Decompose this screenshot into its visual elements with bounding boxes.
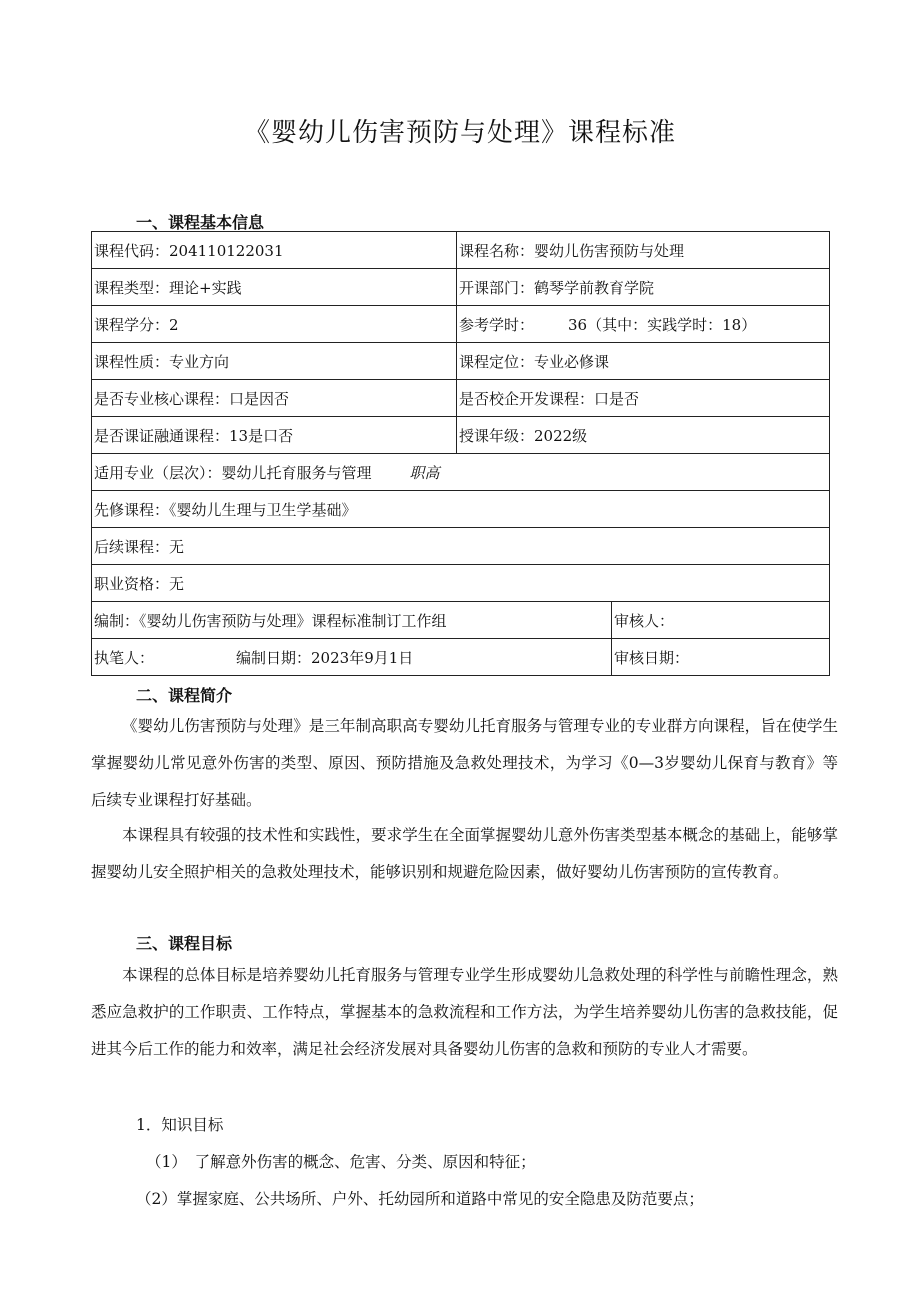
writer-label: 执笔人： [94,648,155,667]
knowledge-item-1: （1） 了解意外伤害的概念、危害、分类、原因和特征； [146,1153,536,1171]
major-text: 适用专业（层次）：婴幼儿托育服务与管理 [94,463,372,482]
table-row [92,343,830,380]
goal-paragraph: 本课程的总体目标是培养婴幼儿托育服务与管理专业学生形成婴幼儿急救处理的科学性与前瞻性理念，熟悉应急救护的工作职责、工作特点，掌握基本的急救流程和工作方法，为学生培养婴幼儿伤害的急救技能，促进其今后工作的能力和效率，满足社会经济发展对具备婴幼儿伤害的急救和预防的专业人才需要。 [91,966,838,1058]
intro-paragraph-2: 本课程具有较强的技术性和实践性，要求学生在全面掌握婴幼儿意外伤害类型基本概念的基础上，能够掌握婴幼儿安全照护相关的急救处理技术，能够识别和规避危险因素，做好婴幼儿伤害预防的宣传教育。 [91,826,838,881]
course-position-cell: 课程定位：专业必修课 [457,343,830,380]
table-row [92,306,830,343]
course-type-cell: 课程类型：理论+实践 [92,269,457,306]
qualification-cell: 职业资格：无 [92,565,830,602]
course-info-table [91,231,830,676]
section-heading-basic-info: 一、课程基本信息 [136,213,265,232]
course-code-cell: 课程代码：204110122031 [92,232,457,269]
section-heading-goals: 三、课程目标 [136,934,233,953]
table-row [92,639,830,676]
prereq-cell: 先修课程：《婴幼儿生理与卫生学基础》 [92,491,830,528]
grade-cell: 授课年级：2022级 [457,417,830,454]
credit-cell: 课程学分：2 [92,306,457,343]
table-row [92,528,830,565]
major-cell [92,454,830,491]
core-course-cell: 是否专业核心课程：口是因否 [92,380,457,417]
coop-course-cell: 是否校企开发课程：口是否 [457,380,830,417]
table-row [92,417,830,454]
table-row [92,454,830,491]
table-row [92,602,830,639]
editor-cell: 编制：《婴幼儿伤害预防与处理》课程标准制订工作组 [92,602,612,639]
course-name-cell: 课程名称：婴幼儿伤害预防与处理 [457,232,830,269]
follow-course-cell: 后续课程：无 [92,528,830,565]
section-heading-intro: 二、课程简介 [136,686,233,705]
knowledge-goal-heading: 1．知识目标 [136,1116,224,1134]
hours-label: 参考学时： [459,315,535,334]
intro-paragraph-1: 《婴幼儿伤害预防与处理》是三年制高职高专婴幼儿托育服务与管理专业的专业群方向课程，旨在使学生掌握婴幼儿常见意外伤害的类型、原因、预防措施及急救处理技术，为学习《0—3岁婴幼儿保育与教育》等后续专业课程打好基础。 [91,717,838,809]
table-row [92,491,830,528]
hours-value: 36（其中：实践学时：18） [568,315,757,334]
edit-date: 编制日期：2023年9月1日 [236,648,414,667]
course-nature-cell: 课程性质：专业方向 [92,343,457,380]
level-text: 职高 [409,463,440,482]
writer-date-cell [92,639,612,676]
review-date-cell: 审核日期： [612,639,830,676]
document-title: 《婴幼儿伤害预防与处理》课程标准 [243,118,676,148]
department-cell: 开课部门：鹤琴学前教育学院 [457,269,830,306]
table-row [92,380,830,417]
knowledge-item-2: （2）掌握家庭、公共场所、户外、托幼园所和道路中常见的安全隐患及防范要点； [136,1190,704,1208]
table-row [92,269,830,306]
reviewer-cell: 审核人： [612,602,830,639]
table-row [92,232,830,269]
table-row [92,565,830,602]
hours-cell [457,306,830,343]
cert-course-cell: 是否课证融通课程：13是口否 [92,417,457,454]
